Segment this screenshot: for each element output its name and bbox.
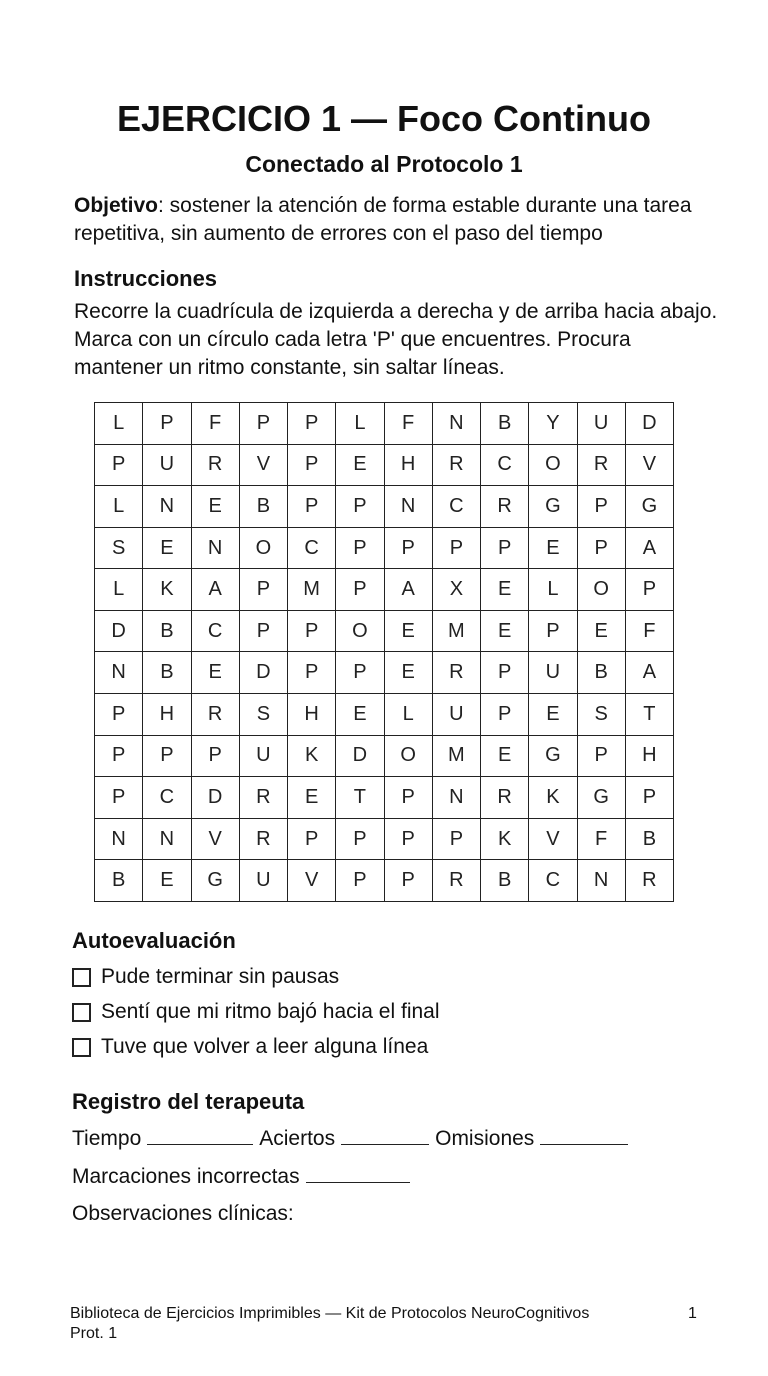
grid-cell[interactable]: L (336, 403, 384, 445)
grid-cell[interactable]: P (384, 777, 432, 819)
grid-cell[interactable]: L (384, 694, 432, 736)
grid-cell[interactable]: M (432, 735, 480, 777)
grid-cell[interactable]: P (384, 818, 432, 860)
objective-text: : sostener la atención de forma estable durante una tarea repetitiva, sin aumento de errores con el paso del tiempo (74, 194, 692, 245)
grid-cell[interactable]: R (577, 444, 625, 486)
omissions-label: Omisiones (435, 1127, 535, 1150)
grid-cell[interactable]: M (288, 569, 336, 611)
grid-cell[interactable]: B (239, 486, 287, 528)
grid-cell[interactable]: C (481, 444, 529, 486)
checkbox[interactable] (72, 968, 91, 987)
grid-cell[interactable]: B (143, 610, 191, 652)
grid-cell[interactable]: E (336, 444, 384, 486)
grid-cell[interactable]: P (288, 652, 336, 694)
grid-cell[interactable]: N (143, 818, 191, 860)
grid-cell[interactable]: A (384, 569, 432, 611)
grid-cell[interactable]: F (191, 403, 239, 445)
grid-cell[interactable]: O (529, 444, 577, 486)
time-label: Tiempo (72, 1127, 142, 1150)
grid-cell[interactable]: P (288, 444, 336, 486)
instructions-text: Recorre la cuadrícula de izquierda a derecha y de arriba hacia abajo. Marca con un círculo cada letra 'P' que encuentres. Procura mantener un ritmo constante, sin saltar líneas. (74, 300, 718, 379)
grid-cell[interactable]: L (95, 403, 143, 445)
grid-cell[interactable]: C (288, 527, 336, 569)
grid-cell[interactable]: V (625, 444, 673, 486)
page-number: 1 (688, 1305, 697, 1322)
grid-cell[interactable]: P (143, 403, 191, 445)
grid-row (95, 818, 674, 860)
grid-cell[interactable]: P (336, 527, 384, 569)
grid-cell[interactable]: T (336, 777, 384, 819)
hits-label: Aciertos (259, 1127, 336, 1150)
grid-cell[interactable]: P (336, 860, 384, 902)
grid-cell[interactable]: G (625, 486, 673, 528)
grid-cell[interactable]: K (529, 777, 577, 819)
incorrect-blank[interactable] (306, 1164, 410, 1183)
grid-cell[interactable]: B (481, 860, 529, 902)
grid-cell[interactable]: D (95, 610, 143, 652)
grid-cell[interactable]: H (625, 735, 673, 777)
grid-cell[interactable]: N (95, 652, 143, 694)
grid-cell[interactable]: L (95, 569, 143, 611)
grid-row (95, 860, 674, 902)
grid-cell[interactable]: G (191, 860, 239, 902)
grid-cell[interactable]: B (143, 652, 191, 694)
grid-cell[interactable]: E (384, 610, 432, 652)
letter-grid (94, 402, 674, 902)
therapist-log-row-2 (72, 1163, 416, 1191)
grid-cell[interactable]: N (432, 777, 480, 819)
instructions-heading: Instrucciones (74, 266, 218, 291)
grid-cell[interactable]: D (239, 652, 287, 694)
grid-cell[interactable]: E (577, 610, 625, 652)
grid-cell[interactable]: N (95, 818, 143, 860)
grid-cell[interactable]: P (336, 818, 384, 860)
grid-cell[interactable]: S (95, 527, 143, 569)
grid-cell[interactable]: D (191, 777, 239, 819)
grid-row (95, 694, 674, 736)
grid-cell[interactable]: R (191, 444, 239, 486)
grid-cell[interactable]: E (143, 527, 191, 569)
grid-cell[interactable]: E (191, 486, 239, 528)
footer-text: Biblioteca de Ejercicios Imprimibles — Kit de Protocolos NeuroCognitivos (70, 1305, 590, 1322)
grid-cell[interactable]: P (577, 486, 625, 528)
grid-cell[interactable]: A (625, 652, 673, 694)
grid-cell[interactable]: U (529, 652, 577, 694)
checkbox[interactable] (72, 1038, 91, 1057)
grid-row (95, 777, 674, 819)
grid-cell[interactable]: R (432, 444, 480, 486)
grid-cell[interactable]: G (529, 486, 577, 528)
hits-blank[interactable] (341, 1126, 429, 1145)
grid-cell[interactable]: V (239, 444, 287, 486)
grid-cell[interactable]: R (432, 652, 480, 694)
grid-cell[interactable]: U (143, 444, 191, 486)
checkbox[interactable] (72, 1003, 91, 1022)
grid-cell[interactable]: P (288, 486, 336, 528)
grid-cell[interactable]: E (336, 694, 384, 736)
grid-cell[interactable]: K (143, 569, 191, 611)
grid-cell[interactable]: E (384, 652, 432, 694)
grid-cell[interactable]: P (481, 694, 529, 736)
footer (70, 1304, 630, 1344)
grid-cell[interactable]: O (384, 735, 432, 777)
grid-cell[interactable]: R (432, 860, 480, 902)
grid-cell[interactable]: C (432, 486, 480, 528)
grid-cell[interactable]: O (239, 527, 287, 569)
omissions-blank[interactable] (540, 1126, 628, 1145)
grid-cell[interactable]: R (481, 486, 529, 528)
grid-cell[interactable]: B (95, 860, 143, 902)
grid-row (95, 610, 674, 652)
grid-cell[interactable]: S (577, 694, 625, 736)
grid-cell[interactable]: R (481, 777, 529, 819)
grid-cell[interactable]: P (95, 777, 143, 819)
grid-cell[interactable]: U (239, 860, 287, 902)
grid-cell[interactable]: U (239, 735, 287, 777)
grid-cell[interactable]: P (481, 527, 529, 569)
grid-cell[interactable]: B (625, 818, 673, 860)
grid-cell[interactable]: F (577, 818, 625, 860)
grid-cell[interactable]: P (529, 610, 577, 652)
grid-cell[interactable]: E (481, 735, 529, 777)
checkbox-label: Pude terminar sin pausas (101, 965, 340, 988)
incorrect-label: Marcaciones incorrectas (72, 1165, 300, 1188)
grid-cell[interactable]: V (288, 860, 336, 902)
grid-cell[interactable]: P (239, 569, 287, 611)
page-subtitle: Conectado al Protocolo 1 (245, 151, 523, 177)
grid-cell[interactable]: H (143, 694, 191, 736)
checkbox-label: Sentí que mi ritmo bajó hacia el final (101, 1000, 440, 1023)
grid-cell[interactable]: P (95, 694, 143, 736)
grid-cell[interactable]: U (577, 403, 625, 445)
grid-cell[interactable]: U (432, 694, 480, 736)
grid-cell[interactable]: B (577, 652, 625, 694)
grid-cell[interactable]: N (577, 860, 625, 902)
grid-cell[interactable]: P (432, 527, 480, 569)
grid-cell[interactable]: V (529, 818, 577, 860)
grid-cell[interactable]: L (95, 486, 143, 528)
grid-cell[interactable]: P (432, 818, 480, 860)
grid-cell[interactable]: N (432, 403, 480, 445)
grid-cell[interactable]: D (336, 735, 384, 777)
grid-cell[interactable]: P (336, 569, 384, 611)
grid-cell[interactable]: V (191, 818, 239, 860)
grid-cell[interactable]: E (481, 610, 529, 652)
grid-cell[interactable]: G (577, 777, 625, 819)
grid-cell[interactable]: P (95, 735, 143, 777)
grid-cell[interactable]: A (625, 527, 673, 569)
objective-label: Objetivo (74, 194, 159, 217)
grid-cell[interactable]: O (336, 610, 384, 652)
grid-cell[interactable]: E (143, 860, 191, 902)
grid-cell[interactable]: E (529, 527, 577, 569)
grid-cell[interactable]: P (336, 486, 384, 528)
grid-cell[interactable]: E (288, 777, 336, 819)
grid-cell[interactable]: P (288, 610, 336, 652)
grid-cell[interactable]: B (481, 403, 529, 445)
grid-cell[interactable]: P (95, 444, 143, 486)
grid-cell[interactable]: C (529, 860, 577, 902)
grid-cell[interactable]: N (143, 486, 191, 528)
grid-cell[interactable]: N (384, 486, 432, 528)
grid-cell[interactable]: P (239, 403, 287, 445)
grid-cell[interactable]: E (481, 569, 529, 611)
grid-cell[interactable]: P (625, 777, 673, 819)
grid-row (95, 569, 674, 611)
grid-cell[interactable]: E (529, 694, 577, 736)
self-assessment-item[interactable] (72, 1033, 428, 1061)
grid-cell[interactable]: P (481, 652, 529, 694)
grid-row (95, 527, 674, 569)
grid-cell[interactable]: P (288, 818, 336, 860)
grid-cell[interactable]: P (191, 735, 239, 777)
grid-cell[interactable]: L (529, 569, 577, 611)
grid-cell[interactable]: R (625, 860, 673, 902)
grid-row (95, 652, 674, 694)
grid-cell[interactable]: H (288, 694, 336, 736)
grid-cell[interactable]: S (239, 694, 287, 736)
self-assessment-heading: Autoevaluación (72, 928, 236, 953)
self-assessment-item[interactable] (72, 963, 339, 991)
therapist-log-heading: Registro del terapeuta (72, 1089, 305, 1114)
grid-cell[interactable]: R (239, 777, 287, 819)
grid-cell[interactable]: E (191, 652, 239, 694)
grid-cell[interactable]: Y (529, 403, 577, 445)
grid-cell[interactable]: N (191, 527, 239, 569)
grid-cell[interactable]: K (481, 818, 529, 860)
grid-cell[interactable]: P (625, 569, 673, 611)
grid-row (95, 486, 674, 528)
grid-cell[interactable]: P (288, 403, 336, 445)
grid-cell[interactable]: T (625, 694, 673, 736)
grid-cell[interactable]: P (384, 860, 432, 902)
grid-cell[interactable]: A (191, 569, 239, 611)
grid-cell[interactable]: D (625, 403, 673, 445)
self-assessment-item[interactable] (72, 998, 440, 1026)
grid-cell[interactable]: R (239, 818, 287, 860)
grid-cell[interactable]: C (143, 777, 191, 819)
grid-cell[interactable]: G (529, 735, 577, 777)
grid-cell[interactable]: P (239, 610, 287, 652)
grid-cell[interactable]: F (625, 610, 673, 652)
grid-row (95, 444, 674, 486)
objective-paragraph (74, 192, 714, 248)
grid-cell[interactable]: X (432, 569, 480, 611)
grid-cell[interactable]: K (288, 735, 336, 777)
therapist-log-row-1 (72, 1125, 634, 1153)
grid-cell[interactable]: P (143, 735, 191, 777)
observations-label: Observaciones clínicas: (72, 1202, 294, 1225)
grid-cell[interactable]: P (577, 735, 625, 777)
page-title: EJERCICIO 1 — Foco Continuo (116, 98, 651, 139)
grid-cell[interactable]: P (577, 527, 625, 569)
grid-cell[interactable]: R (191, 694, 239, 736)
grid-row (95, 735, 674, 777)
grid-cell[interactable]: C (191, 610, 239, 652)
grid-cell[interactable]: P (336, 652, 384, 694)
grid-cell[interactable]: P (384, 527, 432, 569)
grid-cell[interactable]: H (384, 444, 432, 486)
grid-cell[interactable]: M (432, 610, 480, 652)
footer-sub: Prot. 1 (70, 1325, 118, 1342)
time-blank[interactable] (147, 1126, 253, 1145)
checkbox-label: Tuve que volver a leer alguna línea (101, 1035, 429, 1058)
grid-cell[interactable]: F (384, 403, 432, 445)
grid-row (95, 403, 674, 445)
grid-cell[interactable]: O (577, 569, 625, 611)
